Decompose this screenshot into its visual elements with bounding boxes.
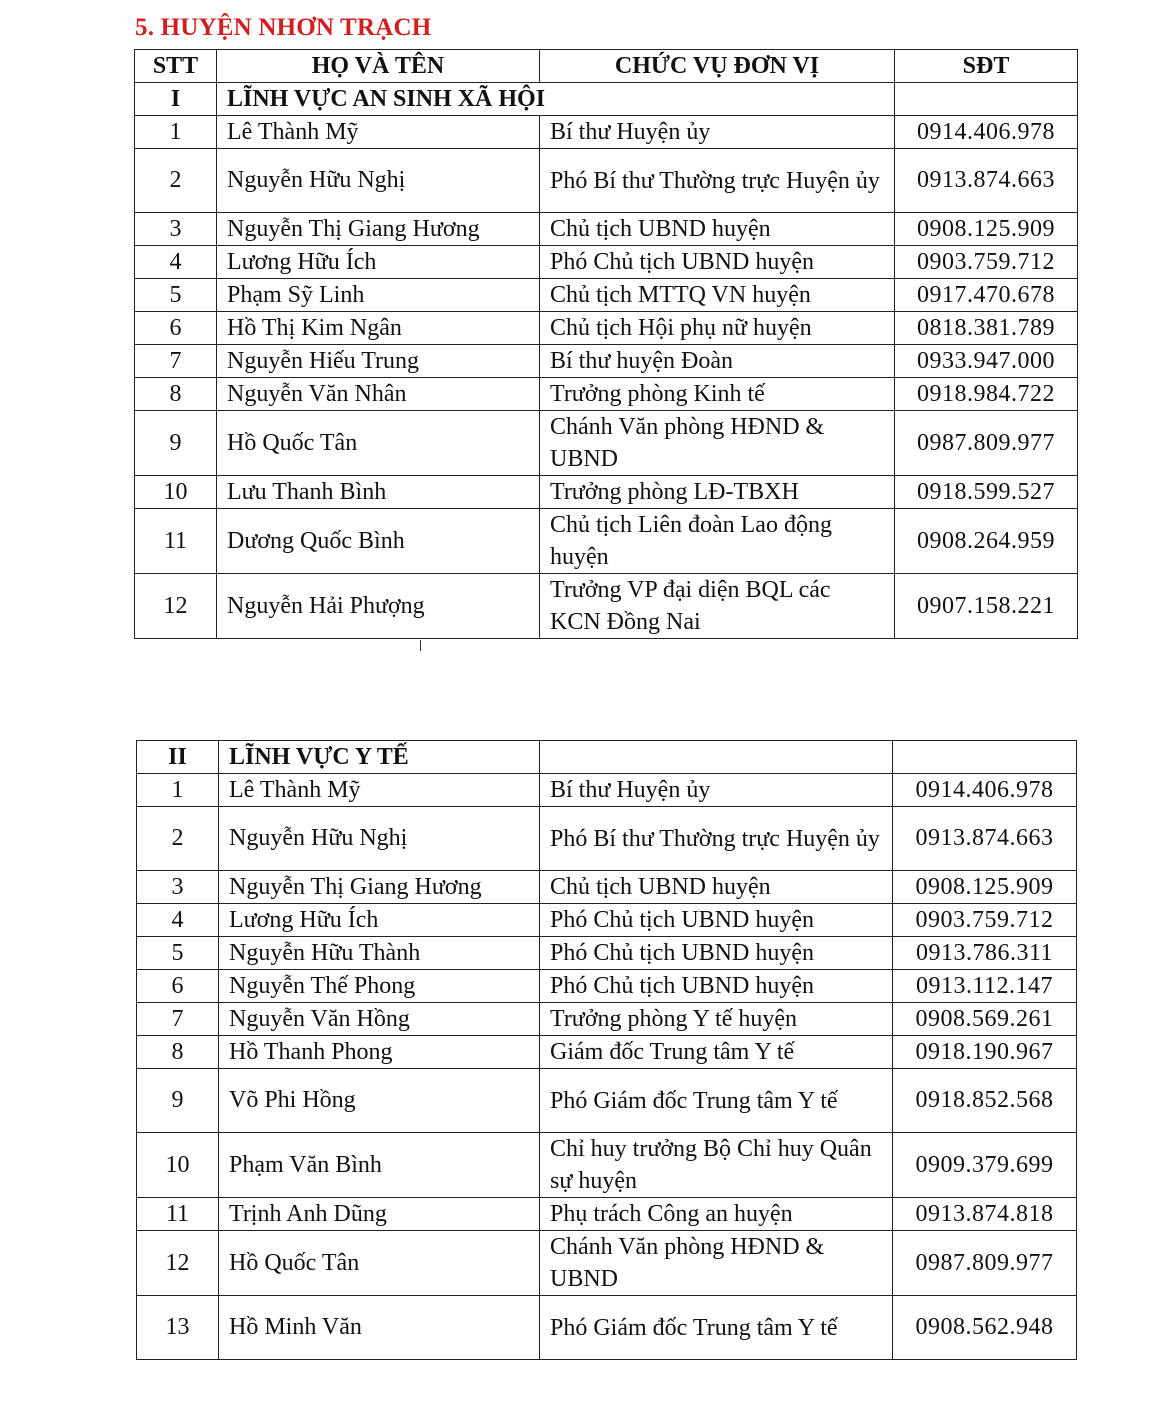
row-name: Nguyễn Hiếu Trung xyxy=(217,345,540,378)
row-stt: 13 xyxy=(137,1296,219,1360)
row-name: Trịnh Anh Dũng xyxy=(219,1198,540,1231)
row-phone: 0818.381.789 xyxy=(895,312,1078,345)
row-stt: 8 xyxy=(135,378,217,411)
row-name: Nguyễn Văn Nhân xyxy=(217,378,540,411)
row-phone: 0918.852.568 xyxy=(893,1069,1077,1133)
column-header-position: CHỨC VỤ ĐƠN VỊ xyxy=(540,50,895,83)
section-title: LĨNH VỰC AN SINH XÃ HỘI xyxy=(217,83,895,116)
row-phone: 0903.759.712 xyxy=(895,246,1078,279)
row-name: Hồ Quốc Tân xyxy=(219,1231,540,1296)
row-position: Chủ tịch Liên đoàn Lao động huyện xyxy=(540,509,895,574)
section-empty-cell xyxy=(895,83,1078,116)
row-stt: 6 xyxy=(135,312,217,345)
row-name: Nguyễn Thị Giang Hương xyxy=(219,871,540,904)
row-name: Nguyễn Thị Giang Hương xyxy=(217,213,540,246)
row-stt: 9 xyxy=(137,1069,219,1133)
table-row xyxy=(137,871,1077,904)
row-phone: 0913.874.663 xyxy=(895,149,1078,213)
row-position: Phó Bí thư Thường trực Huyện ủy xyxy=(540,807,893,871)
row-position: Phụ trách Công an huyện xyxy=(540,1198,893,1231)
row-name: Phạm Sỹ Linh xyxy=(217,279,540,312)
row-position: Chánh Văn phòng HĐND & UBND xyxy=(540,411,895,476)
row-stt: 2 xyxy=(135,149,217,213)
row-stt: 10 xyxy=(135,476,217,509)
row-name: Hồ Quốc Tân xyxy=(217,411,540,476)
row-name: Hồ Thanh Phong xyxy=(219,1036,540,1069)
row-phone: 0913.112.147 xyxy=(893,970,1077,1003)
row-stt: 12 xyxy=(137,1231,219,1296)
row-name: Lưu Thanh Bình xyxy=(217,476,540,509)
row-phone: 0918.984.722 xyxy=(895,378,1078,411)
row-position: Trưởng phòng Y tế huyện xyxy=(540,1003,893,1036)
row-name: Hồ Minh Văn xyxy=(219,1296,540,1360)
table-row xyxy=(135,509,1078,574)
section-row xyxy=(135,83,1078,116)
row-position: Chánh Văn phòng HĐND & UBND xyxy=(540,1231,893,1296)
row-phone: 0908.125.909 xyxy=(895,213,1078,246)
section-roman: I xyxy=(135,83,217,116)
row-position: Chủ tịch UBND huyện xyxy=(540,213,895,246)
row-position: Giám đốc Trung tâm Y tế xyxy=(540,1036,893,1069)
table-row xyxy=(135,378,1078,411)
table-row xyxy=(137,1069,1077,1133)
row-phone: 0918.599.527 xyxy=(895,476,1078,509)
row-position: Phó Bí thư Thường trực Huyện ủy xyxy=(540,149,895,213)
row-phone: 0914.406.978 xyxy=(893,774,1077,807)
contact-table-health xyxy=(136,740,1077,1360)
table-row xyxy=(135,345,1078,378)
row-name: Nguyễn Hải Phượng xyxy=(217,574,540,639)
row-stt: 12 xyxy=(135,574,217,639)
table-row xyxy=(135,574,1078,639)
row-stt: 4 xyxy=(137,904,219,937)
row-phone: 0913.874.663 xyxy=(893,807,1077,871)
row-phone: 0908.562.948 xyxy=(893,1296,1077,1360)
row-phone: 0908.569.261 xyxy=(893,1003,1077,1036)
row-phone: 0909.379.699 xyxy=(893,1133,1077,1198)
row-phone: 0917.470.678 xyxy=(895,279,1078,312)
table-row xyxy=(137,774,1077,807)
document-heading: 5. HUYỆN NHƠN TRẠCH xyxy=(135,14,432,41)
section-roman: II xyxy=(137,741,219,774)
row-stt: 4 xyxy=(135,246,217,279)
row-position: Trưởng VP đại diện BQL các KCN Đồng Nai xyxy=(540,574,895,639)
row-position: Bí thư Huyện ủy xyxy=(540,116,895,149)
row-phone: 0907.158.221 xyxy=(895,574,1078,639)
row-name: Nguyễn Thế Phong xyxy=(219,970,540,1003)
row-stt: 8 xyxy=(137,1036,219,1069)
table-row xyxy=(137,807,1077,871)
row-position: Chủ tịch Hội phụ nữ huyện xyxy=(540,312,895,345)
row-stt: 5 xyxy=(135,279,217,312)
row-stt: 3 xyxy=(137,871,219,904)
row-phone: 0908.125.909 xyxy=(893,871,1077,904)
table-row xyxy=(137,970,1077,1003)
row-name: Lê Thành Mỹ xyxy=(219,774,540,807)
column-header-name: HỌ VÀ TÊN xyxy=(217,50,540,83)
row-name: Nguyễn Hữu Thành xyxy=(219,937,540,970)
text-cursor xyxy=(420,640,421,651)
row-stt: 2 xyxy=(137,807,219,871)
row-position: Phó Chủ tịch UBND huyện xyxy=(540,904,893,937)
row-stt: 11 xyxy=(135,509,217,574)
row-stt: 1 xyxy=(135,116,217,149)
table-row xyxy=(135,246,1078,279)
row-phone: 0908.264.959 xyxy=(895,509,1078,574)
table-header-row xyxy=(135,50,1078,83)
row-name: Lương Hữu Ích xyxy=(217,246,540,279)
row-phone: 0987.809.977 xyxy=(893,1231,1077,1296)
row-stt: 5 xyxy=(137,937,219,970)
row-name: Nguyễn Hữu Nghị xyxy=(219,807,540,871)
table-row xyxy=(137,1231,1077,1296)
row-position: Trưởng phòng Kinh tế xyxy=(540,378,895,411)
row-name: Võ Phi Hồng xyxy=(219,1069,540,1133)
row-name: Nguyễn Văn Hồng xyxy=(219,1003,540,1036)
row-position: Chủ tịch UBND huyện xyxy=(540,871,893,904)
row-stt: 6 xyxy=(137,970,219,1003)
row-stt: 1 xyxy=(137,774,219,807)
row-phone: 0913.786.311 xyxy=(893,937,1077,970)
row-stt: 7 xyxy=(135,345,217,378)
row-position: Phó Chủ tịch UBND huyện xyxy=(540,937,893,970)
row-stt: 10 xyxy=(137,1133,219,1198)
row-name: Lê Thành Mỹ xyxy=(217,116,540,149)
row-name: Hồ Thị Kim Ngân xyxy=(217,312,540,345)
section-title: LĨNH VỰC Y TẾ xyxy=(219,741,540,774)
row-phone: 0918.190.967 xyxy=(893,1036,1077,1069)
table-row xyxy=(135,411,1078,476)
row-stt: 9 xyxy=(135,411,217,476)
row-position: Phó Giám đốc Trung tâm Y tế xyxy=(540,1296,893,1360)
table-row xyxy=(137,937,1077,970)
table-row xyxy=(137,1133,1077,1198)
row-position: Chủ tịch MTTQ VN huyện xyxy=(540,279,895,312)
section-empty-cell xyxy=(893,741,1077,774)
table-row xyxy=(137,904,1077,937)
row-phone: 0903.759.712 xyxy=(893,904,1077,937)
column-header-stt: STT xyxy=(135,50,217,83)
section-row xyxy=(137,741,1077,774)
table-row xyxy=(135,312,1078,345)
contact-table-social-welfare xyxy=(134,49,1078,639)
row-position: Bí thư Huyện ủy xyxy=(540,774,893,807)
row-stt: 7 xyxy=(137,1003,219,1036)
row-phone: 0914.406.978 xyxy=(895,116,1078,149)
table-row xyxy=(135,279,1078,312)
table-row xyxy=(137,1036,1077,1069)
row-position: Phó Chủ tịch UBND huyện xyxy=(540,970,893,1003)
row-position: Bí thư huyện Đoàn xyxy=(540,345,895,378)
row-name: Dương Quốc Bình xyxy=(217,509,540,574)
table-row xyxy=(135,476,1078,509)
row-position: Chỉ huy trưởng Bộ Chỉ huy Quân sự huyện xyxy=(540,1133,893,1198)
row-position: Phó Chủ tịch UBND huyện xyxy=(540,246,895,279)
table-row xyxy=(135,116,1078,149)
row-position: Phó Giám đốc Trung tâm Y tế xyxy=(540,1069,893,1133)
row-name: Lương Hữu Ích xyxy=(219,904,540,937)
row-phone: 0913.874.818 xyxy=(893,1198,1077,1231)
row-stt: 3 xyxy=(135,213,217,246)
table-row xyxy=(137,1296,1077,1360)
row-phone: 0933.947.000 xyxy=(895,345,1078,378)
table-row xyxy=(137,1003,1077,1036)
table-row xyxy=(135,149,1078,213)
row-stt: 11 xyxy=(137,1198,219,1231)
row-name: Phạm Văn Bình xyxy=(219,1133,540,1198)
section-empty-cell xyxy=(540,741,893,774)
table-row xyxy=(135,213,1078,246)
table-row xyxy=(137,1198,1077,1231)
column-header-phone: SĐT xyxy=(895,50,1078,83)
row-phone: 0987.809.977 xyxy=(895,411,1078,476)
row-name: Nguyễn Hữu Nghị xyxy=(217,149,540,213)
row-position: Trưởng phòng LĐ-TBXH xyxy=(540,476,895,509)
